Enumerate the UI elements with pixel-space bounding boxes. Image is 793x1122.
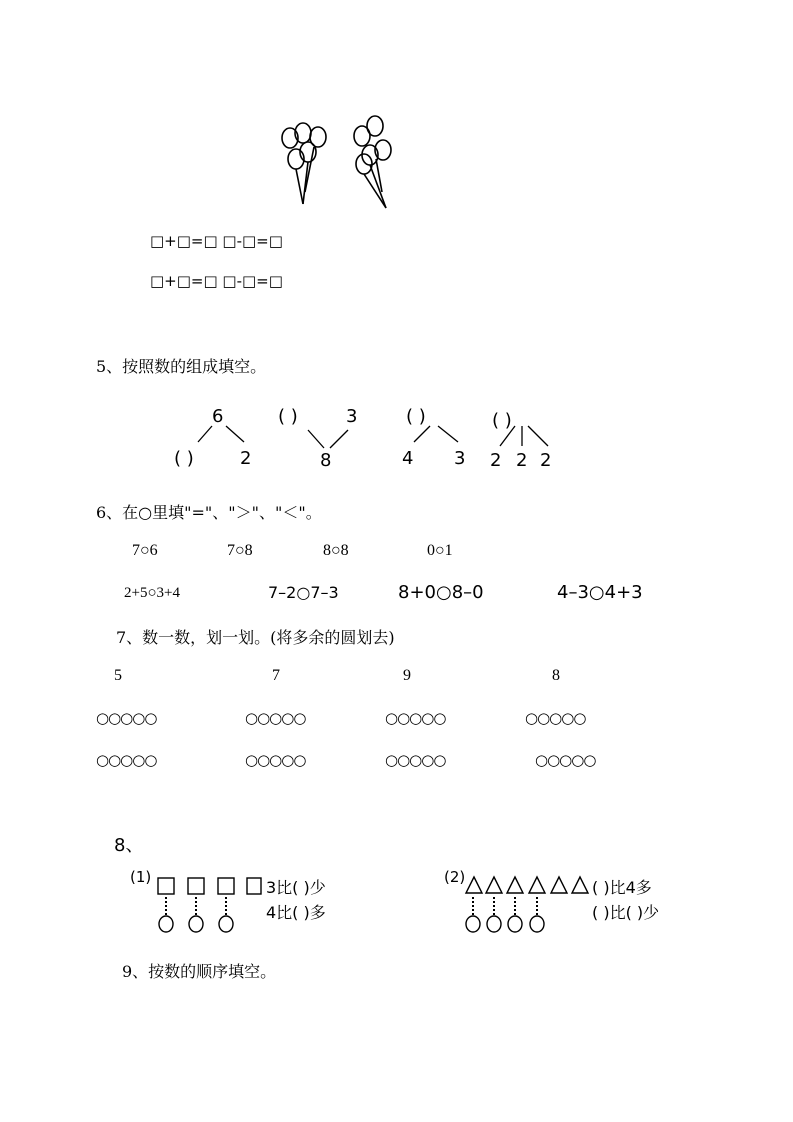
tree3-top: ( ) xyxy=(406,406,426,427)
q8-part2-label: (2) xyxy=(444,868,466,886)
tree4-top: ( ) xyxy=(492,410,512,431)
tree4-bottom-2: 2 xyxy=(516,450,528,471)
q7-circles-row1-group3: ○○○○○ xyxy=(385,709,446,727)
q8-part2-figure xyxy=(444,866,694,936)
tree2-bottom: 8 xyxy=(320,450,332,471)
number-composition-trees xyxy=(160,400,570,475)
balloons-illustration xyxy=(270,112,400,212)
tree2-top-left: ( ) xyxy=(278,406,298,427)
q6-row1-item1: 7○6 xyxy=(132,542,158,559)
q6-row2-item3: 8+0○8–0 xyxy=(398,582,484,603)
balloon-equations-line-1: □+□=□ □-□=□ xyxy=(150,232,283,250)
q8-part1-text1: 3比( )少 xyxy=(266,878,326,897)
tree3-bottom-right: 3 xyxy=(454,448,466,469)
q7-circles-row1-group4: ○○○○○ xyxy=(525,709,586,727)
q5-heading: 5、按照数的组成填空。 xyxy=(96,357,267,376)
q7-number-2: 7 xyxy=(272,667,280,684)
q7-circles-row1-group1: ○○○○○ xyxy=(96,709,157,727)
q7-circles-row2-group1: ○○○○○ xyxy=(96,751,157,769)
q8-heading: 8、 xyxy=(114,835,144,856)
tree1-top: 6 xyxy=(212,406,224,427)
q6-row1-item4: 0○1 xyxy=(427,542,453,559)
q7-circles-row2-group2: ○○○○○ xyxy=(245,751,306,769)
q7-circles-row2-group4: ○○○○○ xyxy=(535,751,596,769)
q6-row1-item3: 8○8 xyxy=(323,542,349,559)
q7-circles-row1-group2: ○○○○○ xyxy=(245,709,306,727)
q7-heading: 7、数一数，划一划。(将多余的圆划去) xyxy=(116,628,395,647)
q7-number-3: 9 xyxy=(403,667,411,684)
q7-circles-row2-group3: ○○○○○ xyxy=(385,751,446,769)
tree2-top-right: 3 xyxy=(346,406,358,427)
tree1-bottom-right: 2 xyxy=(240,448,252,469)
q6-heading: 6、在○里填"="、"＞"、"＜"。 xyxy=(96,503,322,522)
q6-row1-item2: 7○8 xyxy=(227,542,253,559)
q8-part2-text2: ( )比( )少 xyxy=(592,903,660,922)
tree3-bottom-left: 4 xyxy=(402,448,414,469)
q7-number-4: 8 xyxy=(552,667,560,684)
q6-row2-item4: 4–3○4+3 xyxy=(557,582,643,603)
tree4-bottom-3: 2 xyxy=(540,450,552,471)
balloon-equations-line-2: □+□=□ □-□=□ xyxy=(150,272,283,290)
q8-part1-label: (1) xyxy=(130,868,152,886)
q7-number-1: 5 xyxy=(114,667,122,684)
tree1-bottom-left: ( ) xyxy=(174,448,194,469)
q9-heading: 9、按数的顺序填空。 xyxy=(122,962,277,981)
q6-row2-item1: 2+5○3+4 xyxy=(124,585,180,601)
q8-part1-figure xyxy=(128,866,348,936)
q6-row2-item2: 7–2○7–3 xyxy=(268,583,339,602)
q8-part2-text1: ( )比4多 xyxy=(592,878,652,897)
tree4-bottom-1: 2 xyxy=(490,450,502,471)
q8-part1-text2: 4比( )多 xyxy=(266,903,326,922)
